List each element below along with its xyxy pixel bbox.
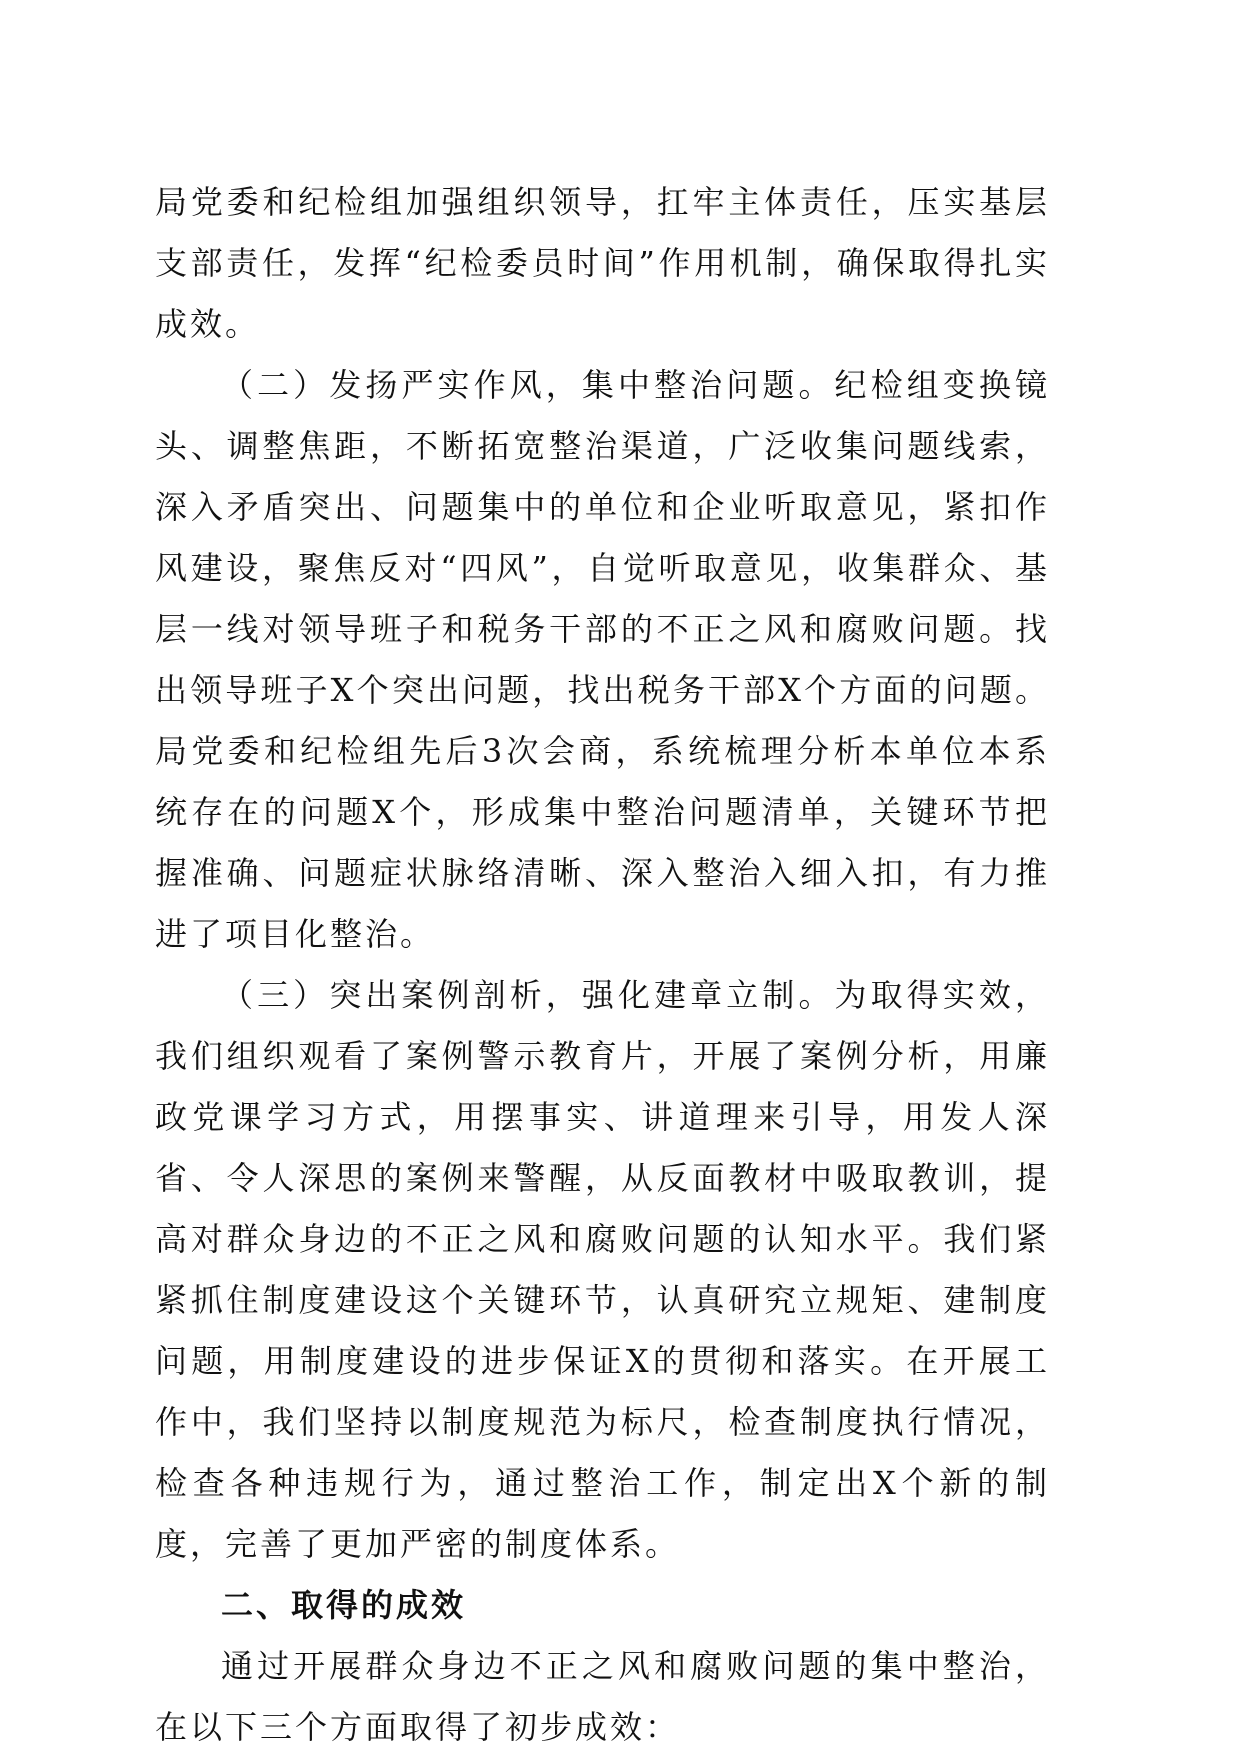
section-heading: 二、取得的成效 (221, 1586, 467, 1624)
paragraph-closing: 通过开展群众身边不正之风和腐败问题的集中整治，在以下三个方面取得了初步成效： (155, 1647, 1050, 1746)
paragraph-continuation: 局党委和纪检组加强组织领导，扛牢主体责任，压实基层支部责任，发挥“纪检委员时间”作用机制，确保取得扎实成效。 (155, 183, 1050, 343)
paragraph-section-3: （三）突出案例剖析，强化建章立制。为取得实效，我们组织观看了案例警示教育片，开展了案例分析，用廉政党课学习方式，用摆事实、讲道理来引导，用发人深省、令人深思的案例来警醒，从反面教材中吸取教训，提高对群众身边的不正之风和腐败问题的认知水平。我们紧紧抓住制度建设这个关键环节，认真研究立规矩、建制度问题，用制度建设的进步保证X的贯彻和落实。在开展工作中，我们坚持以制度规范为标尺，检查制度执行情况，检查各种违规行为，通过整治工作，制定出X个新的制度，完善了更加严密的制度体系。 (155, 976, 1050, 1563)
document-body (155, 172, 1050, 1758)
paragraph-section-2: （二）发扬严实作风，集中整治问题。纪检组变换镜头、调整焦距，不断拓宽整治渠道，广泛收集问题线索，深入矛盾突出、问题集中的单位和企业听取意见，紧扣作风建设，聚焦反对“四风”，自觉听取意见，收集群众、基层一线对领导班子和税务干部的不正之风和腐败问题。找出领导班子X个突出问题，找出税务干部X个方面的问题。局党委和纪检组先后3次会商，系统梳理分析本单位本系统存在的问题X个，形成集中整治问题清单，关键环节把握准确、问题症状脉络清晰、深入整治入细入扣，有力推进了项目化整治。 (155, 366, 1050, 953)
